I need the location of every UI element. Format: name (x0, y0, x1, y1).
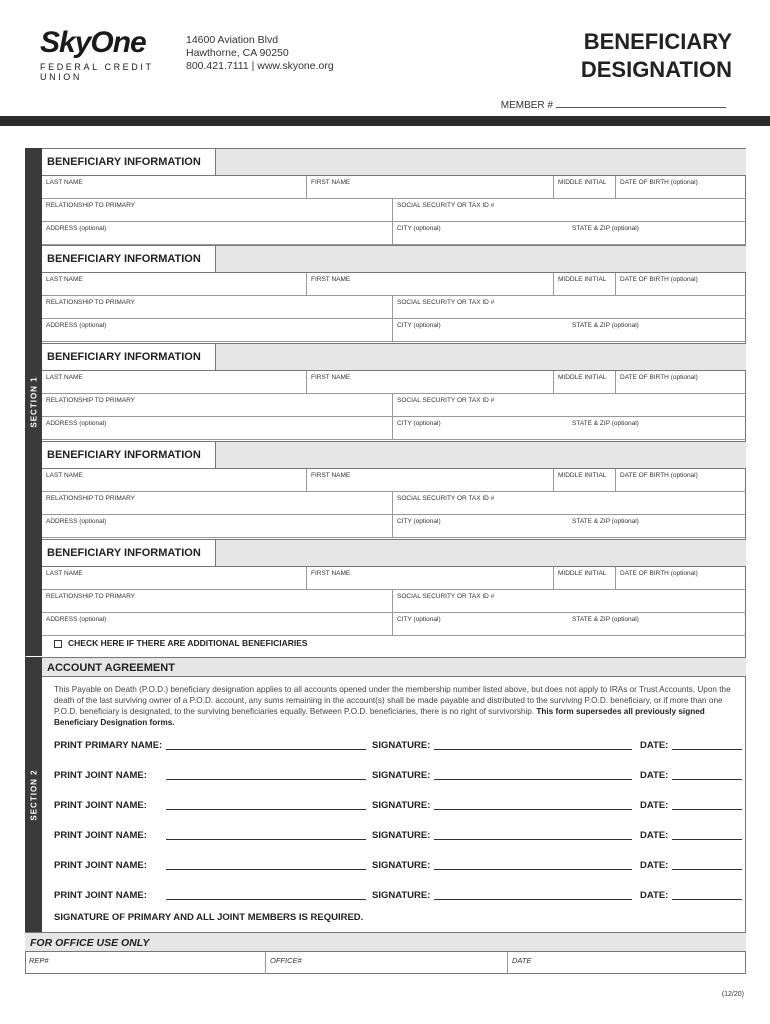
signature-line (54, 830, 742, 844)
last-name-label: LAST NAME (46, 472, 83, 479)
last-name-label: LAST NAME (46, 276, 83, 283)
last-name-field[interactable] (42, 176, 306, 198)
address-line-1: 14600 Aviation Blvd (186, 34, 279, 46)
relationship-field[interactable] (42, 199, 392, 221)
date-label: DATE: (640, 860, 669, 871)
city-field[interactable] (392, 613, 568, 635)
logo-wordmark: SkyOne (40, 26, 146, 59)
address-optional: (optional) (79, 616, 107, 623)
beneficiary-title: BENEFICIARY INFORMATION (42, 442, 216, 468)
member-number-line[interactable] (556, 98, 726, 108)
last-name-label: LAST NAME (46, 570, 83, 577)
city-label: CITY (397, 518, 412, 525)
state-zip-optional: (optional) (611, 616, 639, 623)
address-field[interactable] (42, 613, 392, 635)
date-input-line[interactable] (672, 749, 742, 750)
address-line-3: 800.421.7111 | www.skyone.org (186, 60, 334, 72)
state-zip-field[interactable] (568, 222, 746, 244)
date-label: DATE: (640, 740, 669, 751)
beneficiary-block (42, 343, 746, 440)
middle-initial-label: MIDDLE INITIAL (558, 179, 607, 186)
date-label: DATE: (640, 830, 669, 841)
relationship-row (42, 296, 746, 319)
signature-label: SIGNATURE: (372, 890, 431, 901)
first-name-field[interactable] (306, 567, 553, 589)
signature-label: SIGNATURE: (372, 800, 431, 811)
relationship-label: RELATIONSHIP TO PRIMARY (46, 202, 135, 209)
rep-number-field[interactable] (25, 952, 265, 974)
ssn-field[interactable] (392, 199, 746, 221)
first-name-label: FIRST NAME (311, 472, 351, 479)
dob-label: DATE OF BIRTH (620, 276, 669, 283)
first-name-field[interactable] (306, 371, 553, 393)
first-name-field[interactable] (306, 273, 553, 295)
middle-initial-label: MIDDLE INITIAL (558, 472, 607, 479)
dob-label: DATE OF BIRTH (620, 374, 669, 381)
name-row (42, 273, 746, 296)
city-field[interactable] (392, 319, 568, 341)
ssn-label: SOCIAL SECURITY OR TAX ID # (397, 299, 495, 306)
city-field[interactable] (392, 515, 568, 537)
print-name-line[interactable] (166, 869, 366, 870)
relationship-label: RELATIONSHIP TO PRIMARY (46, 299, 135, 306)
last-name-field[interactable] (42, 273, 306, 295)
relationship-row (42, 590, 746, 613)
dob-label: DATE OF BIRTH (620, 570, 669, 577)
ssn-field[interactable] (392, 492, 746, 514)
date-of-birth-field[interactable] (615, 176, 746, 198)
rep-number-label: REP# (29, 956, 49, 965)
address-field[interactable] (42, 417, 392, 439)
relationship-row (42, 199, 746, 222)
signature-input-line[interactable] (434, 839, 632, 840)
first-name-field[interactable] (306, 176, 553, 198)
relationship-row (42, 394, 746, 417)
title-line-1: BENEFICIARY (583, 29, 732, 54)
last-name-field[interactable] (42, 371, 306, 393)
dob-optional: (optional) (670, 276, 698, 283)
address-line-2: Hawthorne, CA 90250 (186, 47, 289, 59)
section-2-label: SECTION 2 (29, 768, 38, 821)
address-row (42, 613, 746, 636)
office-date-label: DATE (512, 956, 532, 965)
office-number-label: OFFICE# (270, 956, 302, 965)
address-label: ADDRESS (46, 518, 78, 525)
signature-input-line[interactable] (434, 749, 632, 750)
beneficiary-block (42, 539, 746, 636)
name-row (42, 567, 746, 590)
beneficiary-title: BENEFICIARY INFORMATION (42, 246, 216, 272)
state-zip-label: STATE & ZIP (572, 518, 610, 525)
header-divider-bar (0, 116, 770, 126)
name-row (42, 176, 746, 199)
member-number-label: MEMBER # (500, 100, 553, 111)
print-name-label: PRINT JOINT NAME: (54, 890, 147, 901)
signature-label: SIGNATURE: (372, 860, 431, 871)
city-field[interactable] (392, 222, 568, 244)
signature-input-line[interactable] (434, 809, 632, 810)
print-name-label: PRINT JOINT NAME: (54, 860, 147, 871)
additional-beneficiaries-option[interactable] (42, 638, 746, 656)
address-optional: (optional) (79, 322, 107, 329)
print-name-line[interactable] (166, 899, 366, 900)
date-input-line[interactable] (672, 809, 742, 810)
beneficiary-title: BENEFICIARY INFORMATION (42, 149, 216, 175)
state-zip-field[interactable] (568, 613, 746, 635)
office-use-row (25, 952, 746, 974)
print-name-line[interactable] (166, 809, 366, 810)
last-name-label: LAST NAME (46, 179, 83, 186)
beneficiary-header (42, 539, 746, 567)
city-field[interactable] (392, 417, 568, 439)
city-label: CITY (397, 420, 412, 427)
print-name-label: PRINT JOINT NAME: (54, 770, 147, 781)
signature-line (54, 800, 742, 814)
date-of-birth-field[interactable] (615, 371, 746, 393)
section-1-tab (25, 148, 42, 656)
state-zip-field[interactable] (568, 417, 746, 439)
signature-required-note: SIGNATURE OF PRIMARY AND ALL JOINT MEMBERS IS REQUIRED. (54, 912, 364, 923)
date-label: DATE: (640, 770, 669, 781)
state-zip-label: STATE & ZIP (572, 616, 610, 623)
beneficiary-header (42, 245, 746, 273)
city-optional: (optional) (413, 616, 441, 623)
first-name-label: FIRST NAME (311, 374, 351, 381)
section-2-tab (25, 657, 42, 932)
form-title (581, 28, 732, 84)
city-optional: (optional) (413, 225, 441, 232)
address-optional: (optional) (79, 518, 107, 525)
relationship-field[interactable] (42, 492, 392, 514)
middle-initial-label: MIDDLE INITIAL (558, 374, 607, 381)
relationship-label: RELATIONSHIP TO PRIMARY (46, 397, 135, 404)
signature-line (54, 740, 742, 754)
dob-optional: (optional) (670, 570, 698, 577)
signature-line (54, 860, 742, 874)
date-input-line[interactable] (672, 869, 742, 870)
additional-beneficiaries-checkbox[interactable] (54, 640, 62, 648)
beneficiary-header (42, 441, 746, 469)
city-label: CITY (397, 225, 412, 232)
dob-optional: (optional) (670, 179, 698, 186)
middle-initial-field[interactable] (553, 469, 615, 491)
middle-initial-field[interactable] (553, 176, 615, 198)
state-zip-label: STATE & ZIP (572, 420, 610, 427)
address-row (42, 222, 746, 245)
signature-label: SIGNATURE: (372, 770, 431, 781)
address-row (42, 319, 746, 342)
ssn-label: SOCIAL SECURITY OR TAX ID # (397, 593, 495, 600)
signature-label: SIGNATURE: (372, 740, 431, 751)
signature-input-line[interactable] (434, 899, 632, 900)
date-input-line[interactable] (672, 839, 742, 840)
ssn-field[interactable] (392, 296, 746, 318)
state-zip-optional: (optional) (611, 518, 639, 525)
beneficiary-block (42, 148, 746, 245)
date-label: DATE: (640, 890, 669, 901)
dob-optional: (optional) (670, 472, 698, 479)
first-name-label: FIRST NAME (311, 570, 351, 577)
relationship-field[interactable] (42, 590, 392, 612)
ssn-field[interactable] (392, 590, 746, 612)
address-optional: (optional) (79, 225, 107, 232)
print-name-line[interactable] (166, 749, 366, 750)
middle-initial-field[interactable] (553, 567, 615, 589)
state-zip-field[interactable] (568, 319, 746, 341)
title-line-2: DESIGNATION (580, 57, 732, 82)
address-label: ADDRESS (46, 420, 78, 427)
signature-label: SIGNATURE: (372, 830, 431, 841)
relationship-field[interactable] (42, 394, 392, 416)
ssn-label: SOCIAL SECURITY OR TAX ID # (397, 495, 495, 502)
date-of-birth-field[interactable] (615, 273, 746, 295)
state-zip-label: STATE & ZIP (572, 322, 610, 329)
name-row (42, 469, 746, 492)
account-agreement-text (54, 684, 740, 728)
date-of-birth-field[interactable] (615, 567, 746, 589)
date-input-line[interactable] (672, 899, 742, 900)
middle-initial-label: MIDDLE INITIAL (558, 570, 607, 577)
beneficiary-header (42, 343, 746, 371)
address-row (42, 417, 746, 440)
signature-line (54, 770, 742, 784)
signature-input-line[interactable] (434, 869, 632, 870)
section-1-label: SECTION 1 (29, 376, 38, 428)
middle-initial-field[interactable] (553, 273, 615, 295)
relationship-row (42, 492, 746, 515)
relationship-label: RELATIONSHIP TO PRIMARY (46, 593, 135, 600)
member-number-field[interactable] (501, 98, 726, 111)
agreement-supersedes-note: This form supersedes all previously signed Beneficiary Designation forms. (54, 707, 705, 727)
beneficiary-header (42, 148, 746, 176)
office-date-field[interactable] (507, 952, 746, 974)
print-name-label: PRINT JOINT NAME: (54, 830, 147, 841)
date-of-birth-field[interactable] (615, 469, 746, 491)
name-row (42, 371, 746, 394)
first-name-field[interactable] (306, 469, 553, 491)
logo-subtitle: FEDERAL CREDIT UNION (40, 62, 154, 82)
first-name-label: FIRST NAME (311, 276, 351, 283)
print-name-line[interactable] (166, 839, 366, 840)
signature-line (54, 890, 742, 904)
address-optional: (optional) (79, 420, 107, 427)
address-field[interactable] (42, 515, 392, 537)
signature-input-line[interactable] (434, 779, 632, 780)
relationship-field[interactable] (42, 296, 392, 318)
state-zip-optional: (optional) (611, 225, 639, 232)
beneficiary-block (42, 245, 746, 342)
city-label: CITY (397, 322, 412, 329)
last-name-field[interactable] (42, 567, 306, 589)
relationship-label: RELATIONSHIP TO PRIMARY (46, 495, 135, 502)
credit-union-address (186, 34, 334, 73)
skyone-logo (40, 26, 180, 82)
address-field[interactable] (42, 319, 392, 341)
address-label: ADDRESS (46, 616, 78, 623)
additional-beneficiaries-label: CHECK HERE IF THERE ARE ADDITIONAL BENEFICIARIES (68, 638, 308, 648)
state-zip-optional: (optional) (611, 322, 639, 329)
address-label: ADDRESS (46, 322, 78, 329)
beneficiary-title: BENEFICIARY INFORMATION (42, 344, 216, 370)
city-optional: (optional) (413, 420, 441, 427)
office-number-field[interactable] (265, 952, 507, 974)
city-label: CITY (397, 616, 412, 623)
address-label: ADDRESS (46, 225, 78, 232)
print-name-line[interactable] (166, 779, 366, 780)
middle-initial-field[interactable] (553, 371, 615, 393)
last-name-label: LAST NAME (46, 374, 83, 381)
address-field[interactable] (42, 222, 392, 244)
dob-label: DATE OF BIRTH (620, 472, 669, 479)
state-zip-label: STATE & ZIP (572, 225, 610, 232)
date-input-line[interactable] (672, 779, 742, 780)
dob-label: DATE OF BIRTH (620, 179, 669, 186)
form-revision: (12/20) (721, 991, 744, 998)
address-row (42, 515, 746, 538)
beneficiary-block (42, 441, 746, 538)
ssn-label: SOCIAL SECURITY OR TAX ID # (397, 397, 495, 404)
first-name-label: FIRST NAME (311, 179, 351, 186)
print-name-label: PRINT PRIMARY NAME: (54, 740, 163, 751)
account-agreement-title: ACCOUNT AGREEMENT (42, 657, 746, 677)
ssn-label: SOCIAL SECURITY OR TAX ID # (397, 202, 495, 209)
beneficiary-title: BENEFICIARY INFORMATION (42, 540, 216, 566)
last-name-field[interactable] (42, 469, 306, 491)
state-zip-field[interactable] (568, 515, 746, 537)
city-optional: (optional) (413, 518, 441, 525)
office-use-title: FOR OFFICE USE ONLY (25, 932, 746, 952)
agreement-body: This Payable on Death (P.O.D.) beneficiary designation applies to all accounts opened under the membership number listed above, but does not apply to IRAs or Trust Accounts. Upon the death of the last surviving owner of a P.O.D. account, any sums remaining in the account(s) shall be made payable and distributed to the surviving P.O.D. beneficiary, or if more than one P.O.D. beneficiary is designated, to the surviving beneficiaries equally. Between P.O.D. beneficiaries, there is no right of survivorship. (54, 685, 731, 716)
date-label: DATE: (640, 800, 669, 811)
state-zip-optional: (optional) (611, 420, 639, 427)
ssn-field[interactable] (392, 394, 746, 416)
print-name-label: PRINT JOINT NAME: (54, 800, 147, 811)
middle-initial-label: MIDDLE INITIAL (558, 276, 607, 283)
dob-optional: (optional) (670, 374, 698, 381)
city-optional: (optional) (413, 322, 441, 329)
